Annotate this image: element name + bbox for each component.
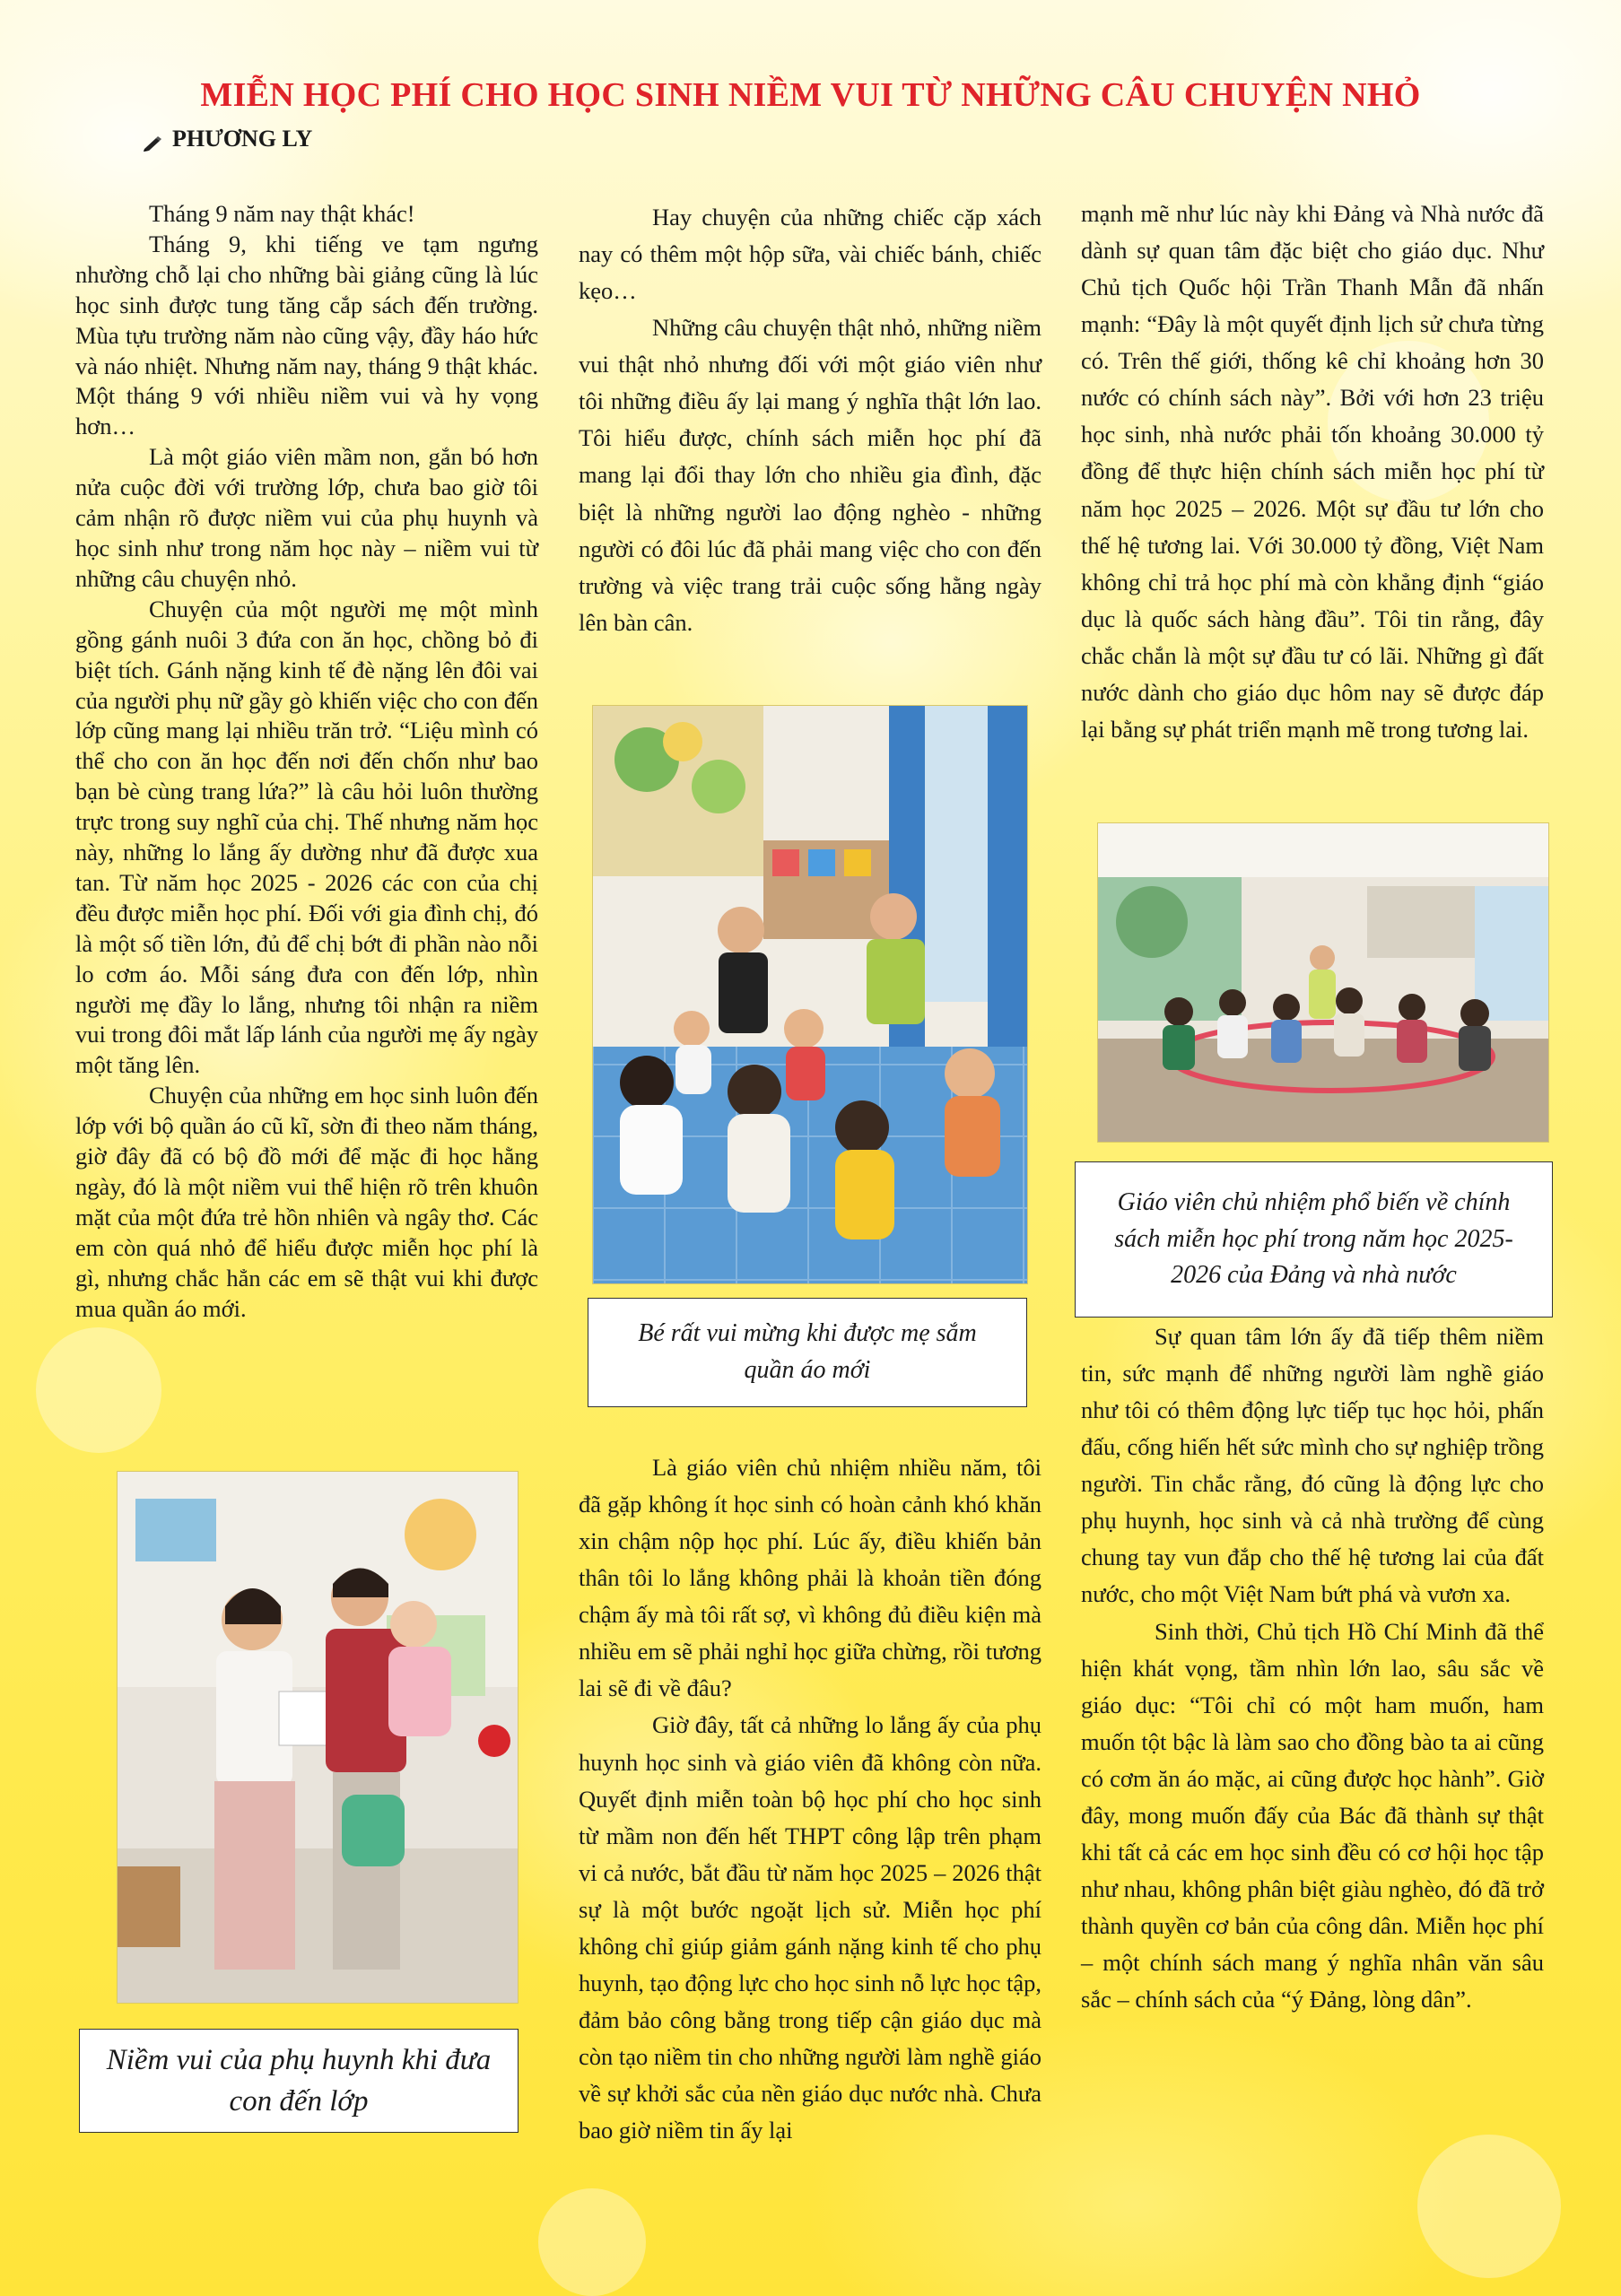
author-byline: [144, 126, 312, 152]
column-2-bottom: [579, 1449, 1041, 2149]
paragraph: mạnh mẽ như lúc này khi Đảng và Nhà nước đã dành sự quan tâm đặc biệt cho giáo dục. Như Chủ tịch Quốc hội Trần Thanh Mẫn đã nhấn mạnh: “Đây là một quyết định lịch sử chưa từng có. Trên thế giới, thống kê chỉ khoảng hơn 30 nước có chính sách này”. Bởi với hơn 23 triệu học sinh, nhà nước phải tốn khoảng 30.000 tỷ đồng để thực hiện chính sách miễn học phí từ năm học 2025 – 2026. Một sự đầu tư lớn cho thế hệ tương lai. Với 30.000 tỷ đồng, Việt Nam không chỉ trả học phí mà còn khẳng định “giáo dục là quốc sách hàng đầu”. Tôi tin rằng, đây chắc chắn là một sự đầu tư có lãi. Những gì đất nước dành cho giáo dục hôm nay sẽ được đáp lại bằng sự phát triển mạnh mẽ trong tương lai.: [1081, 200, 1544, 743]
article-title: MIỄN HỌC PHÍ CHO HỌC SINH NIỀM VUI TỪ NHỮNG CÂU CHUYỆN NHỎ: [200, 76, 1421, 114]
paragraph: Tháng 9, khi tiếng ve tạm ngưng nhường chỗ lại cho những bài giảng cũng là lúc học sinh được tung tăng cắp sách đến trường. Mùa tựu trường năm nào cũng vậy, đầy háo hức và náo nhiệt. Nhưng năm nay, tháng 9 thật khác. Một tháng 9 với nhiều niềm vui và hy vọng hơn…: [75, 230, 538, 440]
pen-icon: [144, 131, 163, 147]
background-bokeh: [36, 1327, 161, 1453]
column-3-bottom: [1081, 1318, 1544, 2018]
paragraph: Những câu chuyện thật nhỏ, những niềm vui thật nhỏ nhưng đối với một giáo viên như tôi những điều ấy lại mang ý nghĩa thật lớn lao. Tôi hiểu được, chính sách miễn học phí đã mang lại đổi thay lớn cho nhiều gia đình, đặc biệt là những người lao động nghèo - những người có đôi lúc đã phải mang việc cho con đến trường và việc trang trải cuộc sống hằng ngày lên bàn cân.: [579, 314, 1041, 636]
photo-classroom-children: [592, 705, 1028, 1284]
column-3-top: [1081, 196, 1544, 748]
paragraph: Chuyện của những em học sinh luôn đến lớp với bộ quần áo cũ kĩ, sờn đi theo năm tháng, giờ đây đã có bộ đồ mới để mặc đi học hằng ngày, đó là một niềm vui thể hiện rõ trên khuôn mặt của một đứa trẻ hồn nhiên và ngây thơ. Các em còn quá nhỏ để hiểu được miễn học phí là gì, nhưng chắc hẳn các em sẽ thật vui khi được mua quần áo mới.: [75, 1082, 538, 1322]
paragraph: Hay chuyện của những chiếc cặp xách nay có thêm một hộp sữa, vài chiếc bánh, chiếc kẹo…: [579, 204, 1041, 305]
paragraph: Sinh thời, Chủ tịch Hồ Chí Minh đã thể hiện khát vọng, tầm nhìn lớn lao, sâu sắc về giáo dục: “Tôi chỉ có một ham muốn, ham muốn tột bậc là làm sao cho đồng bào ta ai cũng có cơm ăn áo mặc, ai cũng được học hành”. Giờ đây, mong muốn đấy của Bác đã thành sự thật khi tất cả các em học sinh đều có cơ hội học tập như nhau, không phân biệt giàu nghèo, đó đã trở thành quyền cơ bản của công dân. Miễn học phí – một chính sách mang ý nghĩa nhân văn sâu sắc – chính sách của “ý Đảng, lòng dân”.: [1081, 1617, 1544, 2013]
paragraph: Tháng 9 năm nay thật khác!: [149, 200, 415, 227]
photo-caption: Niềm vui của phụ huynh khi đưa con đến lớp: [79, 2029, 519, 2133]
background-bokeh: [1417, 2135, 1561, 2278]
photo-parent-meeting: [1097, 822, 1549, 1143]
paragraph: Giờ đây, tất cả những lo lắng ấy của phụ huynh học sinh và giáo viên đã không còn nữa. Quyết định miễn toàn bộ học phí cho học sinh từ mầm non đến hết THPT công lập trên phạm vi cả nước, bắt đầu từ năm học 2025 – 2026 thật sự là một bước ngoặt lịch sử. Miễn học phí không chỉ giúp giảm gánh nặng kinh tế cho phụ huynh, tạo động lực cho học sinh nỗ lực học tập, đảm bảo công bằng trong tiếp cận giáo dục mà còn tạo niềm tin cho những người làm nghề giáo về sự khởi sắc của nền giáo dục nước nhà. Chưa bao giờ niềm tin ấy lại: [579, 1711, 1041, 2144]
author-name: PHƯƠNG LY: [172, 126, 313, 152]
paragraph: Là một giáo viên mầm non, gắn bó hơn nửa cuộc đời với trường lớp, chưa bao giờ tôi cảm nhận rõ được niềm vui của phụ huynh và học sinh như trong năm học này – niềm vui từ những câu chuyện nhỏ.: [75, 443, 538, 592]
photo-caption: Bé rất vui mừng khi được mẹ sắm quần áo mới: [588, 1298, 1027, 1407]
photo-parent-with-child: [117, 1471, 519, 2004]
photo-caption: Giáo viên chủ nhiệm phổ biến về chính sách miễn học phí trong năm học 2025-2026 của Đảng và nhà nước: [1075, 1161, 1553, 1318]
column-1: [75, 199, 538, 1325]
paragraph: Là giáo viên chủ nhiệm nhiều năm, tôi đã gặp không ít học sinh có hoàn cảnh khó khăn xin chậm nộp học phí. Lúc ấy, điều khiến bản thân tôi lo lắng không phải là khoản tiền đóng chậm ấy mà tôi rất sợ, vì không đủ điều kiện mà nhiều em sẽ phải nghỉ học giữa chừng, rồi tương lai sẽ đi về đâu?: [579, 1454, 1041, 1702]
paragraph: Sự quan tâm lớn ấy đã tiếp thêm niềm tin, sức mạnh để những người làm nghề giáo như tôi có thêm động lực tiếp tục học hỏi, phấn đấu, cống hiến hết sức mình cho sự nghiệp trồng người. Tin chắc rằng, đó cũng là động lực cho phụ huynh, học sinh và cả nhà trường để cùng chung tay vun đắp cho thế hệ tương lai của đất nước, cho một Việt Nam bứt phá và vươn xa.: [1081, 1323, 1544, 1608]
background-bokeh: [538, 2188, 646, 2296]
paragraph: Chuyện của một người mẹ một mình gồng gánh nuôi 3 đứa con ăn học, chồng bỏ đi biệt tích. Gánh nặng kinh tế đè nặng lên đôi vai của người phụ nữ gầy gò khiến việc cho con đến lớp cũng mang lại nhiều trăn trở. “Liệu mình có thể cho con ăn học đến nơi đến chốn như bao bạn bè cùng trang lứa?” là câu hỏi luôn thường trực trong suy nghĩ của chị. Thế nhưng năm học này, những lo lắng ấy dường như đã được xua tan. Từ năm học 2025 - 2026 các con của chị đều được miễn học phí. Đối với gia đình chị, đó là một số tiền lớn, đủ để chị bớt đi phần nào nỗi lo cơm áo. Mỗi sáng đưa con đến lớp, nhìn người mẹ đầy lo lắng, nhưng tôi nhận ra niềm vui trong đôi mắt lấp lánh của người mẹ ấy ngày một tăng lên.: [75, 595, 538, 1079]
column-2-top: [579, 199, 1041, 641]
